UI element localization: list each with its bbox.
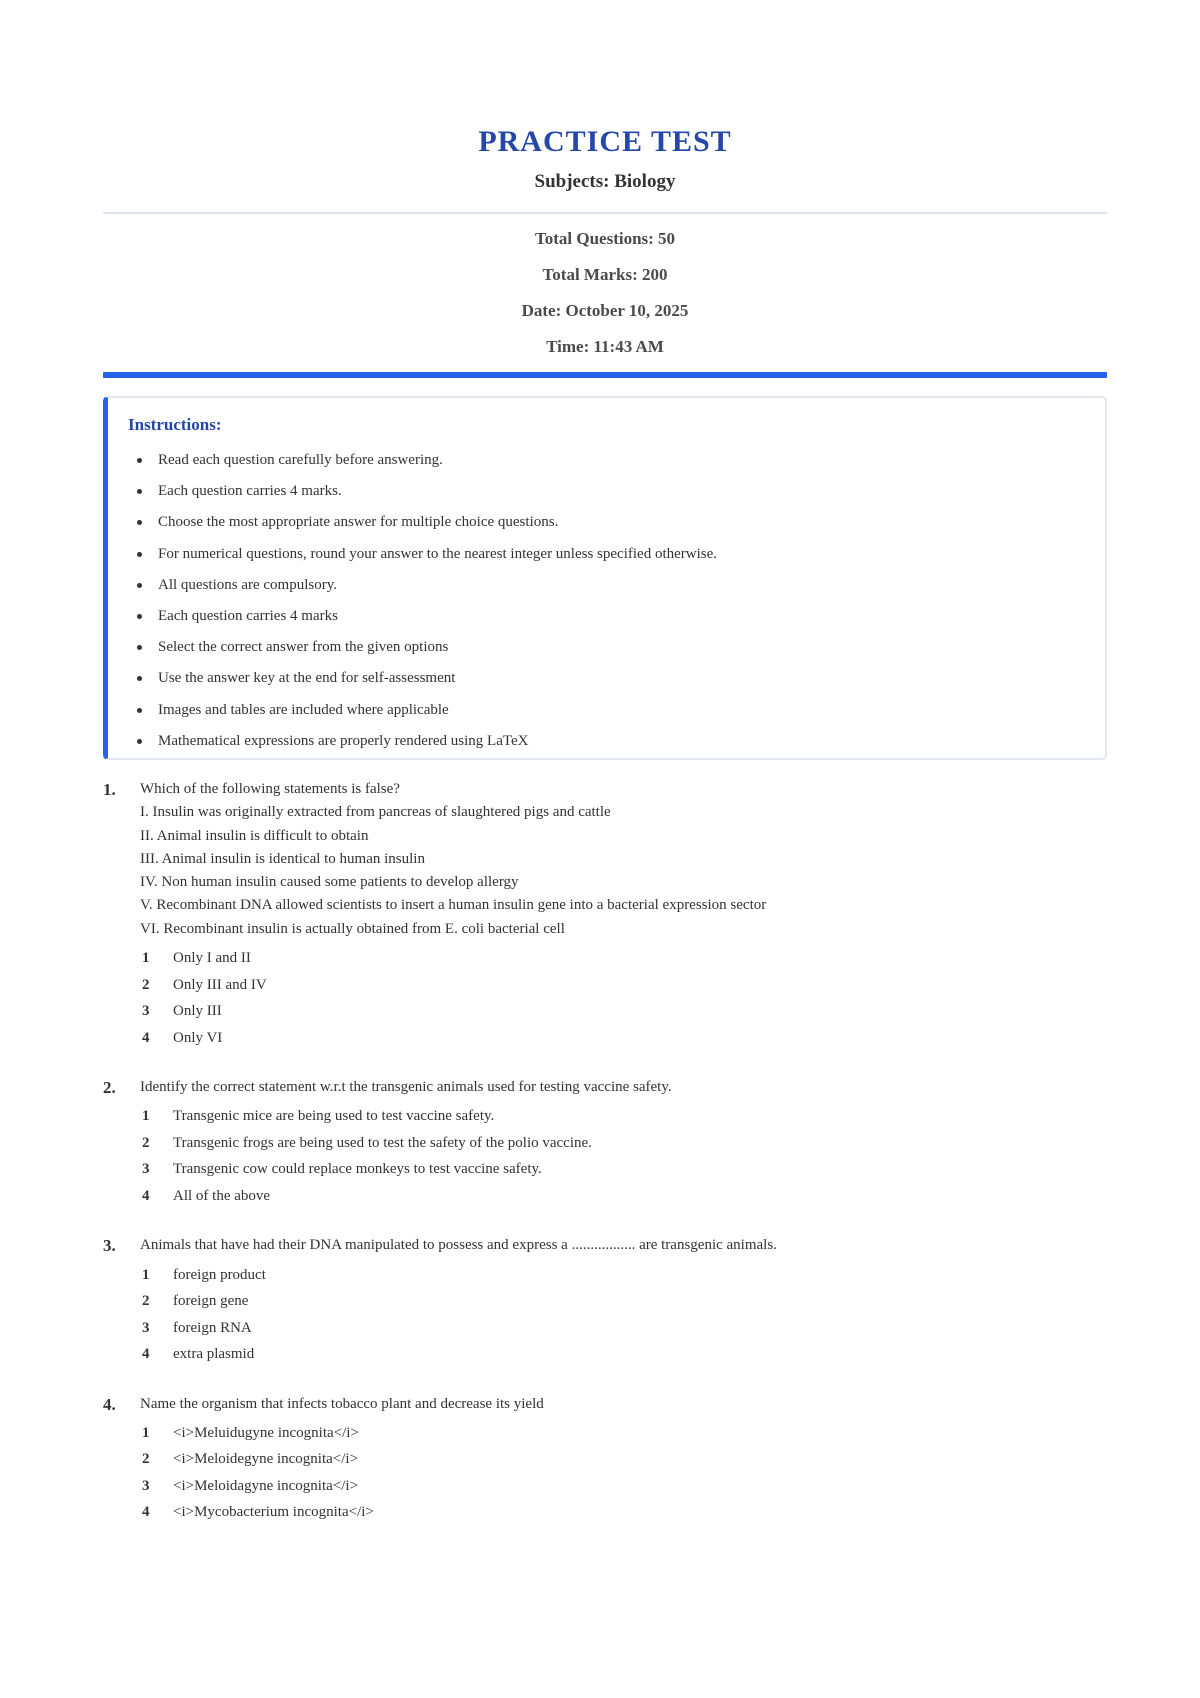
option-2[interactable] — [140, 1291, 1107, 1311]
option-number: 4 — [142, 1029, 150, 1046]
bullet-icon — [137, 520, 142, 525]
question-1 — [103, 778, 1107, 1048]
option-4[interactable] — [140, 1502, 1107, 1522]
instructions-list — [128, 450, 1085, 751]
instruction-item: Each question carries 4 marks — [128, 606, 1085, 626]
option-text: Transgenic cow could replace monkeys to test vaccine safety. — [173, 1161, 542, 1178]
option-4[interactable] — [140, 1344, 1107, 1364]
option-3[interactable] — [140, 1159, 1107, 1179]
option-text: foreign RNA — [173, 1319, 252, 1336]
option-2[interactable] — [140, 1449, 1107, 1469]
bullet-icon — [137, 552, 142, 557]
bullet-icon — [137, 645, 142, 650]
option-number: 3 — [142, 1003, 150, 1020]
option-text: Only VI — [173, 1029, 223, 1046]
question-4 — [103, 1393, 1107, 1523]
instruction-item: For numerical questions, round your answer to the nearest integer unless specified otherwise. — [128, 544, 1085, 564]
instruction-item: Read each question carefully before answering. — [128, 450, 1085, 470]
question-number: 4. — [103, 1394, 116, 1414]
divider — [103, 212, 1107, 214]
test-page — [103, 0, 1107, 1529]
options-list — [140, 1423, 1107, 1523]
instructions-title: Instructions: — [128, 415, 222, 434]
option-text: Transgenic mice are being used to test vaccine safety. — [173, 1108, 495, 1125]
option-number: 2 — [142, 1293, 150, 1310]
question-line: III. Animal insulin is identical to human insulin — [140, 850, 425, 867]
option-text: foreign product — [173, 1266, 266, 1283]
option-text: <i>Meloidagyne incognita</i> — [173, 1477, 359, 1494]
instruction-item: Images and tables are included where applicable — [128, 700, 1085, 720]
page-title: PRACTICE TEST — [478, 125, 732, 158]
option-number: 4 — [142, 1187, 150, 1204]
instructions-box — [103, 396, 1107, 760]
bullet-icon — [137, 489, 142, 494]
option-number: 4 — [142, 1346, 150, 1363]
option-number: 3 — [142, 1477, 150, 1494]
option-text: foreign gene — [173, 1293, 249, 1310]
options-list — [140, 948, 1107, 1048]
option-1[interactable] — [140, 948, 1107, 968]
option-number: 2 — [142, 1134, 150, 1151]
options-list — [140, 1106, 1107, 1206]
option-number: 1 — [142, 950, 150, 967]
bullet-icon — [137, 458, 142, 463]
bullet-icon — [137, 583, 142, 588]
question-line: IV. Non human insulin caused some patients to develop allergy — [140, 874, 519, 891]
option-2[interactable] — [140, 975, 1107, 995]
option-text: Only I and II — [173, 950, 251, 967]
question-text — [140, 1393, 1107, 1416]
bullet-icon — [137, 739, 142, 744]
bullet-icon — [137, 614, 142, 619]
option-4[interactable] — [140, 1028, 1107, 1048]
total-marks: Total Marks: 200 — [542, 265, 668, 284]
question-text — [140, 778, 1107, 941]
instruction-item: Use the answer key at the end for self-assessment — [128, 668, 1085, 688]
option-2[interactable] — [140, 1133, 1107, 1153]
total-questions: Total Questions: 50 — [534, 229, 676, 248]
question-number: 2. — [103, 1078, 116, 1098]
option-text: <i>Meluidugyne incognita</i> — [173, 1424, 359, 1441]
option-3[interactable] — [140, 1001, 1107, 1021]
option-1[interactable] — [140, 1106, 1107, 1126]
bullet-icon — [137, 676, 142, 681]
option-text: extra plasmid — [173, 1346, 255, 1363]
question-text — [140, 1234, 1107, 1257]
option-1[interactable] — [140, 1265, 1107, 1285]
option-number: 2 — [142, 1451, 150, 1468]
header-rule — [103, 372, 1107, 378]
options-list — [140, 1265, 1107, 1365]
instruction-item: Select the correct answer from the given options — [128, 637, 1085, 657]
option-3[interactable] — [140, 1318, 1107, 1338]
option-text: Transgenic frogs are being used to test the safety of the polio vaccine. — [173, 1134, 592, 1151]
instruction-item: Choose the most appropriate answer for multiple choice questions. — [128, 512, 1085, 532]
test-date: Date: October 10, 2025 — [521, 301, 689, 320]
instruction-item: Each question carries 4 marks. — [128, 481, 1085, 501]
question-line: Which of the following statements is false? — [140, 781, 400, 797]
option-number: 2 — [142, 976, 150, 993]
bullet-icon — [137, 708, 142, 713]
option-number: 1 — [142, 1108, 150, 1125]
question-line: V. Recombinant DNA allowed scientists to insert a human insulin gene into a bacterial expression sector — [140, 897, 767, 914]
subjects-line: Subjects: Biology — [534, 171, 676, 192]
question-line: II. Animal insulin is difficult to obtain — [140, 827, 369, 844]
option-number: 1 — [142, 1266, 150, 1283]
option-number: 3 — [142, 1319, 150, 1336]
option-number: 1 — [142, 1424, 150, 1441]
option-number: 3 — [142, 1161, 150, 1178]
instruction-item: Mathematical expressions are properly rendered using LaTeX — [128, 731, 1085, 751]
option-number: 4 — [142, 1504, 150, 1521]
question-3 — [103, 1234, 1107, 1364]
question-line: Animals that have had their DNA manipulated to possess and express a ................. are transgenic animals. — [140, 1237, 777, 1254]
question-line: I. Insulin was originally extracted from pancreas of slaughtered pigs and cattle — [140, 804, 611, 821]
test-meta — [103, 228, 1107, 358]
option-3[interactable] — [140, 1476, 1107, 1496]
option-text: Only III — [173, 1003, 222, 1020]
question-line: Name the organism that infects tobacco plant and decrease its yield — [140, 1395, 544, 1412]
instruction-item: All questions are compulsory. — [128, 575, 1085, 595]
questions-list — [103, 778, 1107, 1522]
question-line: Identify the correct statement w.r.t the transgenic animals used for testing vaccine safety. — [140, 1079, 672, 1096]
question-number: 1. — [103, 780, 116, 799]
question-2 — [103, 1076, 1107, 1206]
test-time: Time: 11:43 AM — [546, 337, 664, 356]
option-4[interactable] — [140, 1186, 1107, 1206]
option-1[interactable] — [140, 1423, 1107, 1443]
option-text: Only III and IV — [173, 976, 267, 993]
question-line: VI. Recombinant insulin is actually obtained from E. coli bacterial cell — [140, 920, 565, 937]
option-text: <i>Mycobacterium incognita</i> — [173, 1504, 374, 1521]
option-text: <i>Meloidegyne incognita</i> — [173, 1451, 359, 1468]
question-number: 3. — [103, 1236, 116, 1256]
option-text: All of the above — [173, 1187, 271, 1204]
question-text — [140, 1076, 1107, 1099]
